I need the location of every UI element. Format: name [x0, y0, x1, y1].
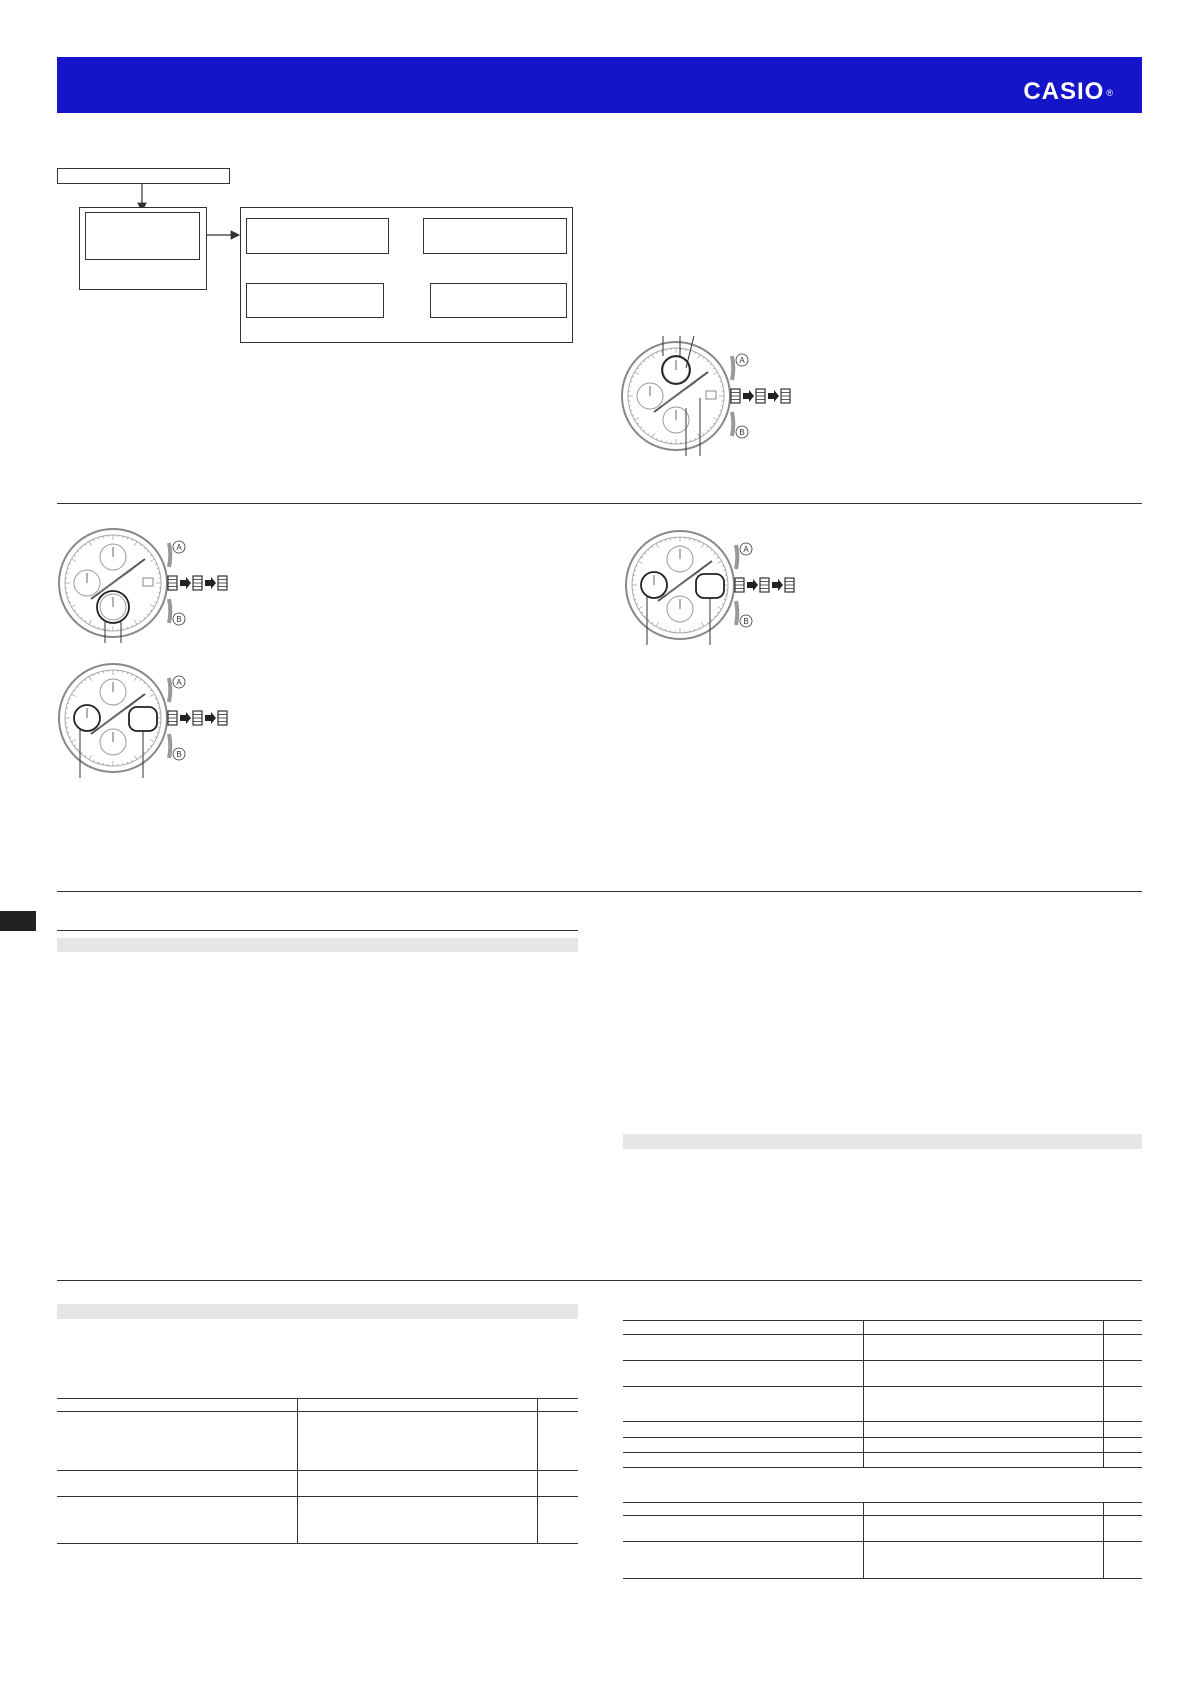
header-banner [57, 57, 1142, 113]
button-a-guard [732, 356, 733, 380]
table-right1-rule-bottom [623, 1467, 1142, 1468]
heading-band-left-1 [57, 938, 578, 952]
table-right2-rule-header [623, 1515, 1142, 1516]
arrow-right-icon [180, 712, 191, 724]
button-a-guard [169, 678, 170, 702]
highlight-rect [129, 707, 157, 731]
button-a-guard [736, 545, 737, 569]
registered-mark: ® [1106, 87, 1114, 98]
button-b-guard [736, 601, 737, 625]
table-right1-rule-row5 [623, 1452, 1142, 1453]
flow-step-box-2 [246, 218, 389, 254]
table-left-rule-row2 [57, 1496, 578, 1497]
watch-illustration-mid-left-2 [55, 660, 235, 780]
button-a-label: A [743, 545, 749, 554]
button-b-label: B [176, 615, 182, 624]
section-divider-1 [57, 503, 1142, 504]
table-left-col-2 [537, 1398, 538, 1543]
table-right1-col-1 [863, 1320, 864, 1467]
table-right1-rule-row2 [623, 1386, 1142, 1387]
crown-position-2 [218, 711, 227, 725]
table-right2-rule-top [623, 1502, 1142, 1503]
table-right1-col-2 [1103, 1320, 1104, 1467]
table-right1-rule-row4 [623, 1437, 1142, 1438]
arrow-right-icon [180, 577, 191, 589]
crown-position-1 [193, 711, 202, 725]
table-left-col-1 [297, 1398, 298, 1543]
arrow-right-icon [205, 712, 216, 724]
table-left-rule-bottom [57, 1543, 578, 1544]
table-left-rule-row1 [57, 1470, 578, 1471]
button-b-guard [169, 599, 170, 623]
table-left-rule-top [57, 1398, 578, 1399]
button-b-label: B [176, 750, 182, 759]
date-window [706, 391, 716, 399]
button-b-label: B [743, 617, 749, 626]
highlight-rect [696, 574, 724, 598]
crown-position-2 [781, 389, 790, 403]
flow-start-box [57, 168, 230, 184]
button-b-label: B [739, 428, 745, 437]
side-page-tab [0, 911, 36, 931]
crown-position-2 [785, 578, 794, 592]
arrow-right-icon [205, 577, 216, 589]
arrow-right-icon [747, 579, 758, 591]
table-right2-rule-row1 [623, 1541, 1142, 1542]
crown-position-0 [731, 389, 740, 403]
arrow-right-icon [772, 579, 783, 591]
table-right2-col-1 [863, 1502, 864, 1578]
button-a-label: A [739, 356, 745, 365]
section-divider-3 [57, 1280, 1142, 1281]
table-left-rule-header [57, 1411, 578, 1412]
section-divider-2 [57, 891, 1142, 892]
flow-step-box-3 [423, 218, 567, 254]
button-a-label: A [176, 543, 182, 552]
table-right1-rule-row1 [623, 1360, 1142, 1361]
crown-position-2 [218, 576, 227, 590]
table-right1-rule-header [623, 1334, 1142, 1335]
heading-rule-left [57, 930, 578, 931]
watch-illustration-mid-left-1 [55, 525, 235, 645]
button-a-guard [169, 543, 170, 567]
crown-position-0 [168, 711, 177, 725]
crown-position-0 [735, 578, 744, 592]
table-right2-rule-bottom [623, 1578, 1142, 1579]
table-right1-rule-top [623, 1320, 1142, 1321]
flow-step-box-4 [430, 283, 567, 318]
button-b-guard [169, 734, 170, 758]
button-a-label: A [176, 678, 182, 687]
flow-step-box-5 [246, 283, 384, 318]
date-window [143, 578, 153, 586]
watch-illustration-mid-right [622, 527, 802, 647]
table-right1-rule-row3 [623, 1421, 1142, 1422]
watch-illustration-top-right [618, 338, 798, 458]
crown-position-0 [168, 576, 177, 590]
arrow-right-icon [768, 390, 779, 402]
flow-step-box-1 [85, 212, 200, 260]
crown-position-1 [193, 576, 202, 590]
crown-position-1 [760, 578, 769, 592]
button-b-guard [732, 412, 733, 436]
arrow-right-icon [743, 390, 754, 402]
heading-band-left-2 [57, 1304, 578, 1319]
crown-position-1 [756, 389, 765, 403]
casio-logo [1023, 78, 1114, 106]
heading-band-right-1 [623, 1134, 1142, 1149]
brand-text: CASIO [1023, 78, 1105, 105]
table-right2-col-2 [1103, 1502, 1104, 1578]
